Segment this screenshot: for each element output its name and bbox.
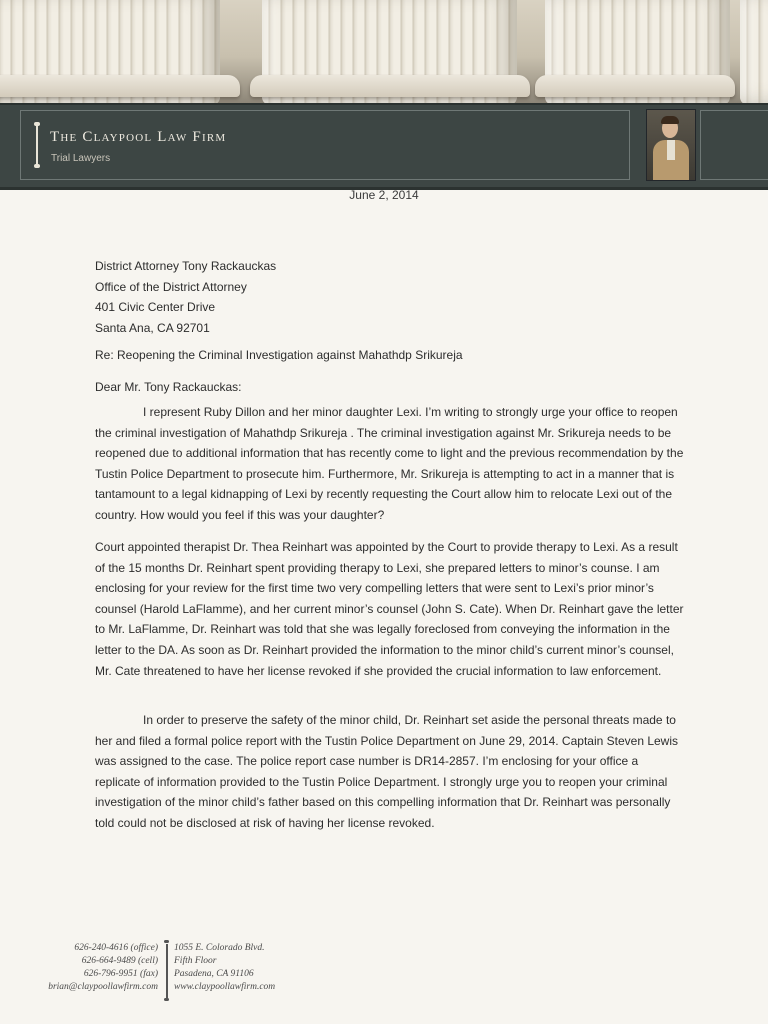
body-paragraph-2: Court appointed therapist Dr. Thea Reinhart was appointed by the Court to provide therapy to Lexi. As a result of the 15 months Dr. Reinhart spent providing therapy to Lexi, she prepared letters to minor’s counse. I am enclosing for your review for the first time two very compelling letters that were sent to Lexi’s prior minor’s counsel (Harold LaFlamme), and her current minor’s counsel (John S. Cate). When Dr. Reinhart gave the letter to Mr. LaFlamme, Dr. Reinhart was told that she was legally foreclosed from conveying the information in the letter to the DA. As soon as Dr. Reinhart provided the information to the minor child’s current minor’s counsel, Mr. Cate threatened to have her license revoked if she provided the crucial information to law enforcement. <box>95 540 684 678</box>
firm-name: The Claypool Law Firm <box>50 129 227 145</box>
footer-phone-office: 626-240-4616 (office) <box>74 943 158 953</box>
firm-tagline: Trial Lawyers <box>51 153 111 164</box>
letterhead-band <box>0 103 768 190</box>
footer-address-block <box>174 942 275 994</box>
footer-website: www.claypoollawfirm.com <box>174 982 276 992</box>
addressee-line: District Attorney Tony Rackauckas <box>95 259 277 273</box>
column-base-image <box>0 75 240 97</box>
footer-divider-mark-icon <box>164 940 170 1002</box>
letter-date: June 2, 2014 <box>349 188 419 202</box>
footer-address-line: 1055 E. Colorado Blvd. <box>174 943 265 953</box>
subject-line: Re: Reopening the Criminal Investigation against Mahathdp Srikureja <box>95 348 463 362</box>
addressee-line: 401 Civic Center Drive <box>95 300 216 314</box>
addressee-block <box>95 256 276 338</box>
footer-phone-cell: 626-664-9489 (cell) <box>81 956 158 966</box>
column-base-image <box>250 75 530 97</box>
column-image <box>740 0 768 103</box>
footer-address-line: Pasadena, CA 91106 <box>174 969 254 979</box>
salutation: Dear Mr. Tony Rackauckas: <box>95 380 242 394</box>
firm-logo-mark-icon <box>34 122 40 168</box>
body-paragraph-3: In order to preserve the safety of the minor child, Dr. Reinhart set aside the personal threats made to her and filed a formal police report with the Tustin Police Department on June 29, 2014. Captain Steven Lewis was assigned to the case. The police report case number is DR14-2857. I’m enclosing for your office a replicate of information provided to the Tustin Police Department. I strongly urge you to reopen your criminal investigation of the minor child’s father based on this compelling information that Dr. Reinhart was personally told could not be disclosed at risk of having her license revoked. <box>95 713 679 830</box>
letterhead-footer <box>0 940 768 1010</box>
body-paragraph-1: I represent Ruby Dillon and her minor daughter Lexi. I’m writing to strongly urge your office to reopen the criminal investigation of Mahathdp Srikureja . The criminal investigation against Mr. Srikureja needs to be reopened due to additional information that has recently come to light and the previous recommendation by the Tustin Police Department to prosecute him. Furthermore, Mr. Srikureja is attempting to act in a manner that is tantamount to a legal kidnapping of Lexi by recently requesting the Court allow him to relocate Lexi out of the country. How would you feel if this was your daughter? <box>95 405 684 522</box>
columns-banner-image <box>0 0 768 103</box>
footer-email: brian@claypoollawfirm.com <box>48 982 158 992</box>
attorney-photo <box>646 109 696 181</box>
letterhead-frame-right <box>700 110 768 180</box>
footer-contact-block <box>48 942 158 994</box>
column-base-image <box>535 75 735 97</box>
footer-address-line: Fifth Floor <box>174 956 217 966</box>
footer-phone-fax: 626-796-9951 (fax) <box>83 969 158 979</box>
addressee-line: Office of the District Attorney <box>95 279 247 294</box>
addressee-line: Santa Ana, CA 92701 <box>95 320 210 335</box>
